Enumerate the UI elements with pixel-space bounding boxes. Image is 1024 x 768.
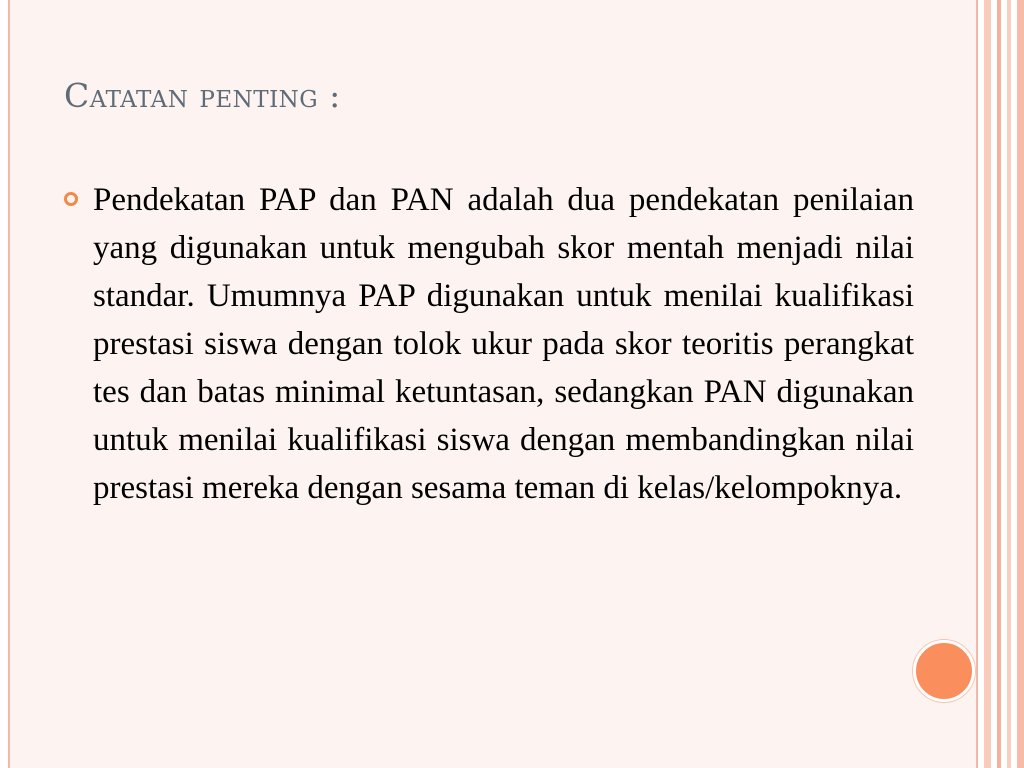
accent-circle [913, 640, 975, 702]
bullet-item [64, 176, 914, 512]
decorative-stripe [984, 0, 991, 768]
bullet-list [64, 176, 914, 512]
bullet-circle-icon [64, 192, 78, 206]
slide-title: Catatan penting : [64, 76, 341, 115]
bullet-text: Pendekatan PAP dan PAN adalah dua pendekatan penilaian yang digunakan untuk mengubah skor mentah menjadi nilai standar. Umumnya PAP digunakan untuk menilai kualifikasi prestasi siswa dengan tolok ukur pada skor teoritis perangkat tes dan batas minimal ketuntasan, sedangkan PAN digunakan untuk menilai kualifikasi siswa dengan membandingkan nilai prestasi mereka dengan sesama teman di kelas/kelompoknya. [93, 182, 914, 506]
decorative-stripe [1017, 0, 1024, 768]
